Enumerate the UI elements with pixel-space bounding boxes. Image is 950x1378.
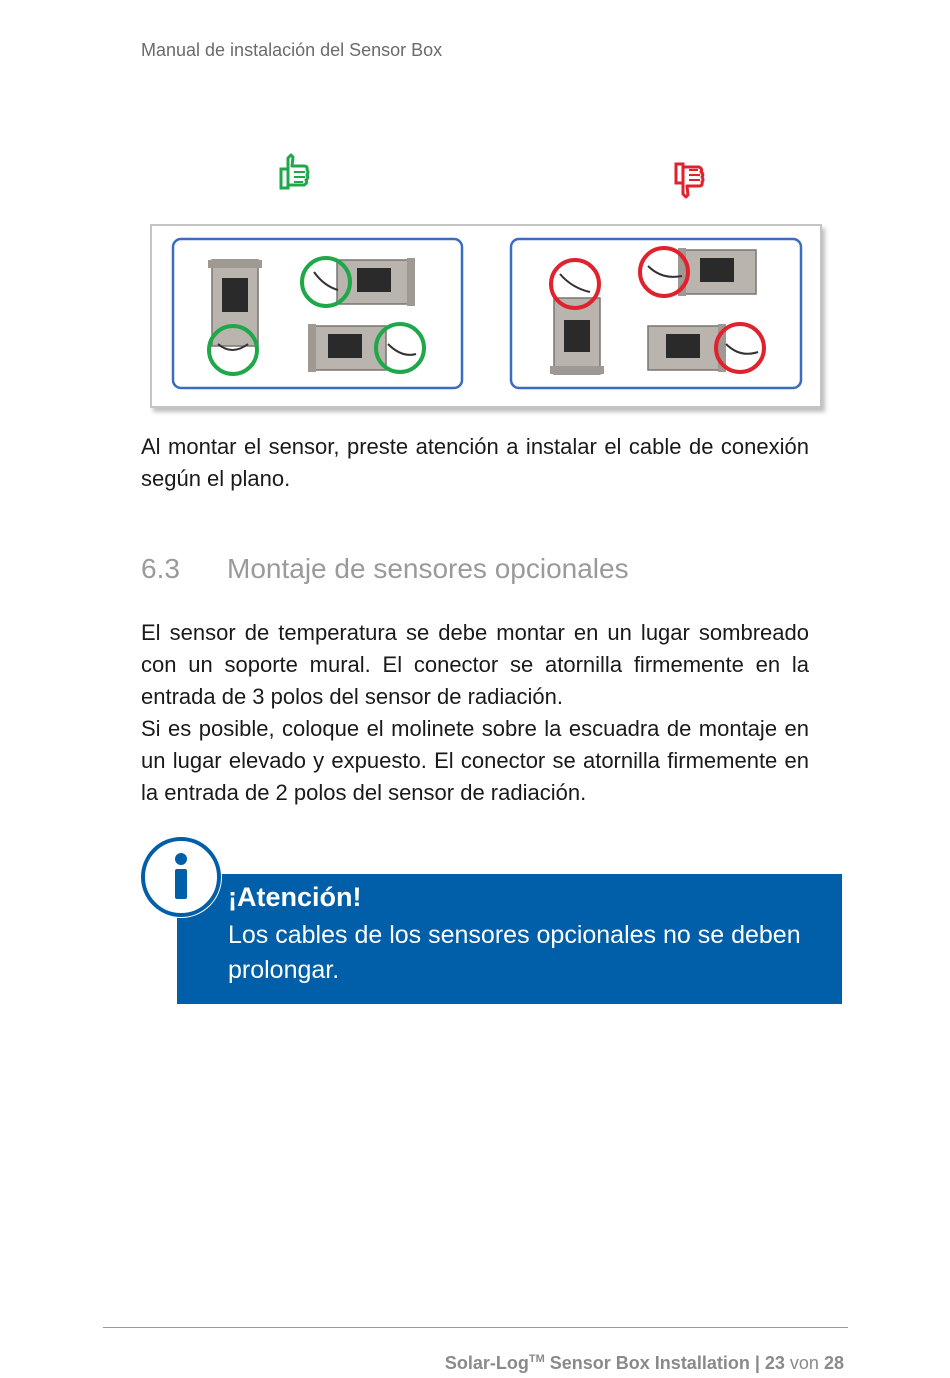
footer-of: von <box>789 1353 819 1373</box>
page-header: Manual de instalación del Sensor Box <box>141 40 443 60</box>
section-heading <box>141 553 629 585</box>
footer-page: 23 <box>764 1353 785 1373</box>
mounting-diagram <box>152 226 820 406</box>
body-text <box>141 617 809 809</box>
thumbs-up-icon <box>278 152 314 194</box>
mounting-figure <box>150 224 822 408</box>
body-paragraph: Si es posible, coloque el molinete sobre la escuadra de montaje en un lugar elevado y expuesto. El conector se atornilla firmemente en la entrada de 2 polos del sensor de radiación. <box>141 716 809 805</box>
section-title: Montaje de sensores opcionales <box>227 553 629 584</box>
body-paragraph: El sensor de temperatura se debe montar en un lugar sombreado con un soporte mural. El conector se atornilla firmemente en la entrada de 3 polos del sensor de radiación. <box>141 620 809 709</box>
note-title: ¡Atención! <box>228 882 362 912</box>
figure-caption: Al montar el sensor, preste atención a instalar el cable de conexión según el plano. <box>141 434 809 491</box>
footer-trademark: TM <box>528 1353 545 1365</box>
footer-total: 28 <box>823 1353 844 1373</box>
thumbs-down-icon <box>673 156 709 200</box>
footer-divider <box>103 1327 848 1328</box>
page-footer <box>445 1353 844 1374</box>
footer-product: Solar-Log <box>444 1353 529 1373</box>
attention-note <box>177 874 842 1004</box>
section-number: 6.3 <box>141 553 180 584</box>
info-icon <box>137 835 227 919</box>
note-text: Los cables de los sensores opcionales no se deben prolongar. <box>228 921 801 984</box>
footer-doc: Sensor Box Installation | <box>549 1353 760 1373</box>
